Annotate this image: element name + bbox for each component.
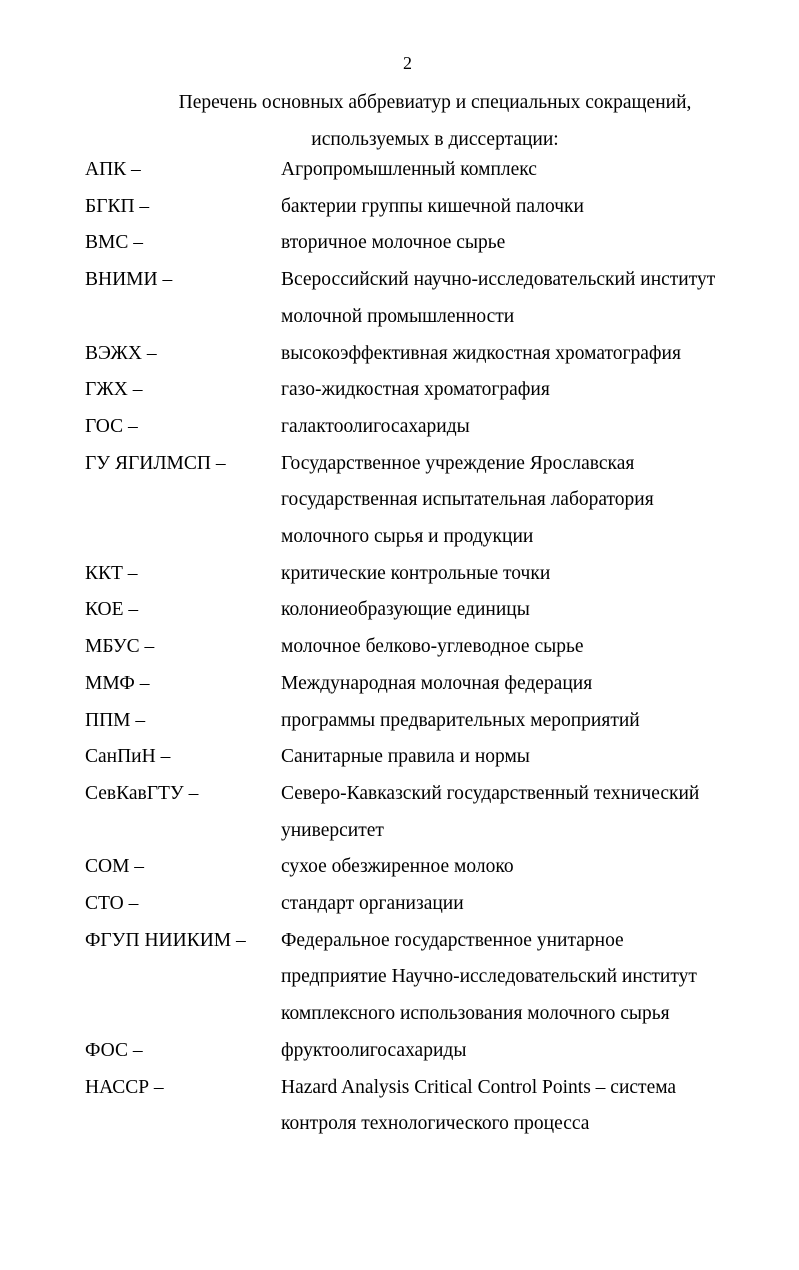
abbreviation-row (85, 409, 745, 446)
definition-line: Hazard Analysis Critical Control Points – система (281, 1076, 677, 1098)
abbreviation-definition (281, 1070, 745, 1143)
definition-line: фруктоолигосахариды (281, 1039, 467, 1061)
definition-line: стандарт организации (281, 893, 464, 915)
abbreviation-term: СТО – (85, 893, 139, 915)
definition-line: Северо-Кавказский государственный технический (281, 782, 700, 804)
abbreviation-term: КОЕ – (85, 599, 139, 621)
abbreviation-row (85, 262, 745, 335)
definition-line: контроля технологического процесса (281, 1113, 590, 1135)
definition-line: сухое обезжиренное молоко (281, 856, 514, 878)
definition-line: молочное белково-углеводное сырье (281, 636, 584, 658)
definition-line: бактерии группы кишечной палочки (281, 195, 584, 217)
abbreviation-term: СанПиН – (85, 746, 171, 768)
definition-line: Санитарные правила и нормы (281, 746, 530, 768)
abbreviation-row (85, 776, 745, 849)
abbreviation-term: ККТ – (85, 562, 138, 584)
abbreviation-row (85, 446, 745, 556)
abbreviation-definition (281, 336, 745, 373)
abbreviation-term: ММФ – (85, 672, 150, 694)
abbreviation-row (85, 372, 745, 409)
page-title (0, 85, 799, 158)
definition-line: Агропромышленный комплекс (281, 159, 537, 180)
definition-line: государственная испытательная лаборатория (281, 489, 654, 511)
abbreviation-definition (281, 776, 745, 849)
abbreviation-definition (281, 556, 745, 593)
abbreviation-definition (281, 923, 745, 1033)
page-number: 2 (403, 53, 412, 73)
abbreviation-definition (281, 152, 745, 189)
abbreviation-definition (281, 225, 745, 262)
abbreviation-term: СОМ – (85, 856, 145, 878)
abbreviation-row (85, 556, 745, 593)
abbreviation-row (85, 849, 745, 886)
definition-line: Международная молочная федерация (281, 672, 593, 694)
abbreviation-row (85, 739, 745, 776)
abbreviation-term: НАССР – (85, 1076, 164, 1098)
abbreviation-row (85, 189, 745, 226)
abbreviation-list (85, 152, 745, 1143)
abbreviation-definition (281, 446, 745, 556)
abbreviation-definition (281, 189, 745, 226)
abbreviation-definition (281, 739, 745, 776)
abbreviation-definition (281, 703, 745, 740)
page-title-line-1: Перечень основных аббревиатур и специальных сокращений, (178, 92, 692, 113)
definition-line: программы предварительных мероприятий (281, 709, 640, 731)
definition-line: колониеобразующие единицы (281, 599, 530, 621)
definition-line: комплексного использования молочного сырья (281, 1003, 670, 1025)
abbreviation-definition (281, 262, 745, 335)
abbreviation-term: ВНИМИ – (85, 269, 173, 291)
abbreviation-term: ППМ – (85, 709, 146, 731)
abbreviation-row (85, 666, 745, 703)
definition-line: газо-жидкостная хроматография (281, 379, 550, 401)
definition-line: Федеральное государственное унитарное (281, 929, 624, 951)
abbreviation-term: ГУ ЯГИЛМСП – (85, 452, 226, 474)
definition-line: вторичное молочное сырье (281, 232, 506, 254)
page-title-line-2: используемых в диссертации: (311, 128, 559, 150)
definition-line: галактоолигосахариды (281, 415, 470, 437)
abbreviation-definition (281, 629, 745, 666)
abbreviation-definition (281, 372, 745, 409)
abbreviation-row (85, 1033, 745, 1070)
abbreviation-row (85, 923, 745, 1033)
abbreviation-row (85, 703, 745, 740)
abbreviation-row (85, 886, 745, 923)
abbreviation-definition (281, 849, 745, 886)
definition-line: высокоэффективная жидкостная хроматография (281, 342, 681, 364)
abbreviation-term: ГОС – (85, 415, 138, 437)
abbreviation-row (85, 225, 745, 262)
definition-line: университет (281, 819, 384, 841)
definition-line: молочного сырья и продукции (281, 526, 534, 548)
abbreviation-row (85, 592, 745, 629)
abbreviation-term: МБУС – (85, 636, 155, 658)
abbreviation-term: СевКавГТУ – (85, 782, 199, 804)
definition-line: предприятие Научно-исследовательский институт (281, 966, 697, 988)
abbreviation-term: ГЖХ – (85, 379, 143, 401)
definition-line: Государственное учреждение Ярославская (281, 452, 635, 474)
abbreviation-definition (281, 409, 745, 446)
definition-line: Всероссийский научно-исследовательский институт (281, 269, 716, 291)
definition-line: критические контрольные точки (281, 562, 551, 584)
abbreviation-row (85, 336, 745, 373)
abbreviation-definition (281, 1033, 745, 1070)
abbreviation-definition (281, 666, 745, 703)
abbreviation-row (85, 629, 745, 666)
abbreviation-definition (281, 886, 745, 923)
abbreviation-term: ФГУП НИИКИМ – (85, 929, 246, 951)
abbreviation-term: БГКП – (85, 195, 150, 217)
abbreviation-term: ВМС – (85, 232, 143, 254)
definition-line: молочной промышленности (281, 305, 515, 327)
abbreviation-term: ВЭЖХ – (85, 342, 157, 364)
abbreviation-row (85, 1070, 745, 1143)
abbreviation-definition (281, 592, 745, 629)
abbreviation-term: АПК – (85, 159, 141, 180)
abbreviation-term: ФОС – (85, 1039, 143, 1061)
abbreviation-row (85, 152, 745, 189)
